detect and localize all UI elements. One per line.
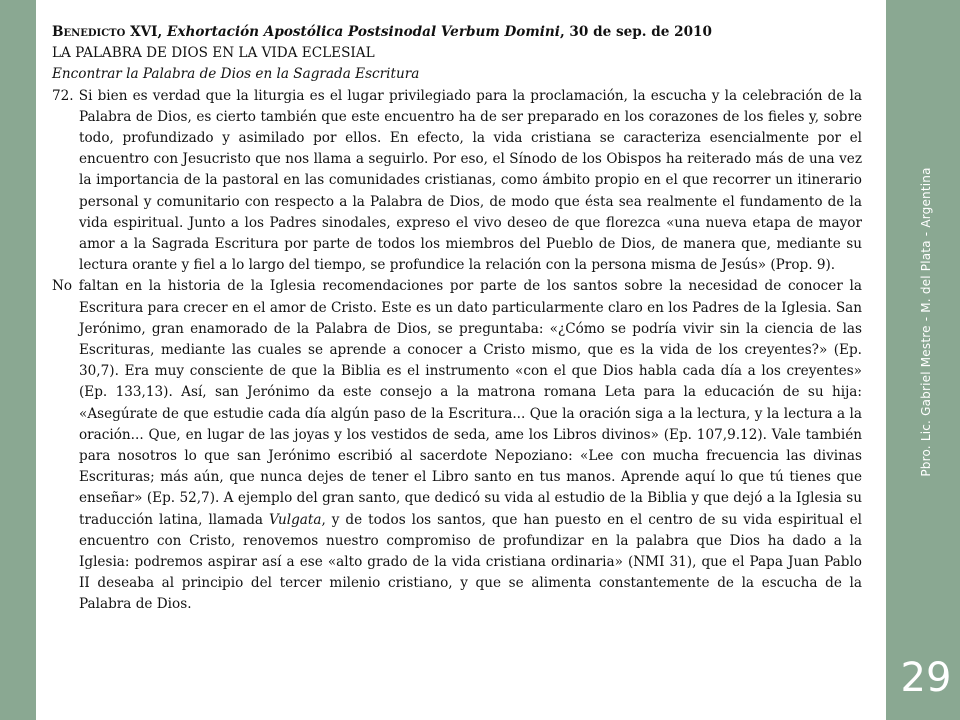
section-title: LA PALABRA DE DIOS EN LA VIDA ECLESIAL bbox=[52, 45, 375, 62]
paragraph-text-part: , y de todos los santos, que han puesto en el centro de su vida espiritual el encuentro con Cristo, renovemos nuestro compromiso de profundizar en la palabra que Dios ha dado a la Iglesia: podremos aspirar así a ese «alto grado de la vida cristiana ordinaria» (NMI 31), que el Papa Juan Pablo II deseaba al principio del tercer milenio cristiano, y que se alimenta constantemente de la escucha de la Palabra de Dios. bbox=[79, 511, 862, 613]
document-body bbox=[52, 22, 862, 616]
subtitle: Encontrar la Palabra de Dios en la Sagrada Escritura bbox=[52, 66, 420, 83]
left-decorative-band bbox=[0, 0, 36, 720]
paragraph-jeronimo bbox=[52, 276, 862, 615]
paragraph-72: 72. Si bien es verdad que la liturgia es el lugar privilegiado para la proclamación, la escucha y la celebración de la Palabra de Dios, es cierto también que este encuentro ha de ser preparado en los corazones de los fieles y, sobre todo, profundizado y asimilado por ellos. En efecto, la vida cristiana se caracteriza esencialmente por el encuentro con Jesucristo que nos llama a seguirlo. Por eso, el Sínodo de los Obispos ha reiterado más de una vez la importancia de la pastoral en las comunidades cristianas, como ámbito propio en el que recorrer un itinerario personal y comunitario con respecto a la Palabra de Dios, de modo que ésta sea realmente el fundamento de la vida espiritual. Junto a los Padres sinodales, expreso el vivo deseo de que florezca «una nueva etapa de mayor amor a la Sagrada Escritura por parte de todos los miembros del Pueblo de Dios, de manera que, mediante su lectura orante y fiel a lo largo del tiempo, se profundice la relación con la persona misma de Jesús» (Prop. 9). bbox=[52, 87, 862, 274]
header-work-title: Exhortación Apostólica Postsinodal Verbum Domini bbox=[167, 24, 560, 40]
page-number: 29 bbox=[900, 655, 952, 701]
header-date: , 30 de sep. de 2010 bbox=[559, 24, 712, 40]
header-author: Benedicto XVI, bbox=[52, 24, 163, 40]
paragraph-text-part: No faltan en la historia de la Iglesia recomendaciones por parte de los santos sobre la necesidad de conocer la Escritura para crecer en el amor de Cristo. Este es un dato particularmente claro en los Padres de la Iglesia. San Jerónimo, gran enamorado de la Palabra de Dios, se preguntaba: «¿Cómo se podría vivir sin la ciencia de las Escrituras, mediante las cuales se aprende a conocer a Cristo mismo, que es la vida de los creyentes?» (Ep. 30,7). Era muy consciente de que la Biblia es el instrumento «con el que Dios habla cada día a los creyentes» (Ep. 133,13). Así, san Jerónimo da este consejo a la matrona romana Leta para la educación de su hija: «Asegúrate de que estudie cada día algún paso de la Escritura... Que la oración siga a la lectura, y la lectura a la oración... Que, en lugar de las joyas y los vestidos de seda, ame los Libros divinos» (Ep. 107,9.12). Vale también para nosotros lo que san Jerónimo escribió al sacerdote Nepoziano: «Lee con mucha frecuencia las divinas Escrituras; más aún, que nunca dejes de tener el Libro santo en tus manos. Aprende aquí lo que tú tienes que enseñar» (Ep. 52,7). A ejemplo del gran santo, que dedicó su vida al estudio de la Biblia y que dejó a la Iglesia su traducción latina, llamada bbox=[52, 278, 862, 528]
document-header bbox=[52, 22, 862, 43]
vulgata-italic: Vulgata bbox=[269, 511, 322, 528]
author-credit-vertical: Pbro. Lic. Gabriel Mestre - M. del Plata - Argentina bbox=[919, 167, 933, 477]
